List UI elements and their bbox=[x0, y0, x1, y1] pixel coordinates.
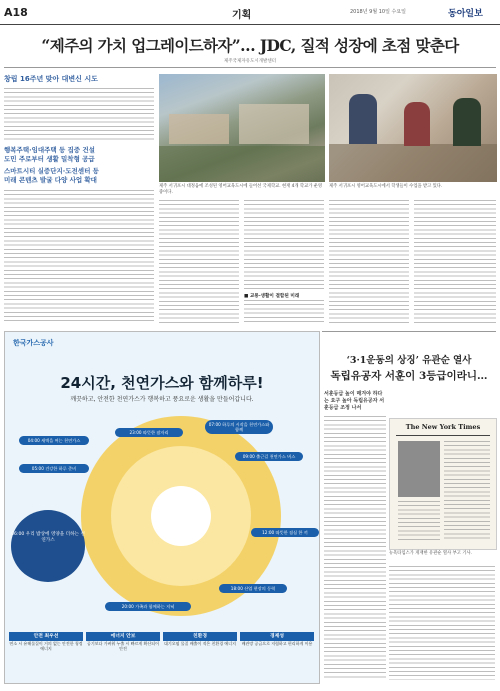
nyt-caption: 뉴욕타임스가 게재한 유관순 열사 부고 기사. bbox=[389, 551, 472, 556]
divider bbox=[322, 331, 496, 332]
right-body-text bbox=[329, 200, 409, 325]
wheel-center bbox=[151, 486, 211, 546]
footer-item-title: 안전 최우선 bbox=[9, 632, 83, 641]
right-lead: 서훈등급 높이 매겨야 하다는 요구 높아 독립유공자 서훈등급 조정 나서 bbox=[324, 391, 385, 411]
right-headline: 독립유공자 서훈이 3등급이라니… bbox=[330, 370, 488, 382]
section-title: 기획 bbox=[232, 10, 252, 21]
footer-item-text: 대기오염 물질 배출이 적은 친환경 에너지 bbox=[163, 641, 237, 646]
ad-subtitle: 깨끗하고, 안전한 천연가스가 행복하고 풍요로운 생활을 만들어갑니다. bbox=[70, 396, 254, 403]
mid-kicker-4: 미래 콘텐츠 발굴 다양 사업 확대 bbox=[4, 176, 97, 184]
left-circle-label bbox=[11, 510, 85, 582]
left-body-text-2 bbox=[4, 190, 154, 324]
nyt-masthead: The New York Times bbox=[405, 423, 481, 431]
footer-item-text: 연소 시 유해물질이 거의 없는 안전한 청정에너지 bbox=[9, 641, 83, 651]
left-circle-text: 06:00 우리 밥상에 영양을 더하는 천연가스 bbox=[11, 532, 85, 543]
wheel-label-2300: 23:00 따뜻한 잠자리 bbox=[115, 428, 183, 437]
aerial-campus-photo bbox=[159, 74, 325, 182]
person-shape bbox=[349, 94, 377, 144]
ad-title: 24시간, 천연가스와 함께하루! bbox=[60, 374, 264, 392]
photo1-caption: 제주 서귀포시 대정읍에 조성된 영어교육도시에 들어선 국제학교. 현재 4개 학교가 운영 중이다. bbox=[159, 184, 323, 195]
issue-date: 2018년 9월 10일 수요일 bbox=[350, 9, 407, 15]
mid-kicker-3: 스마트시티 실증단지·도전센터 등 bbox=[4, 167, 99, 175]
nyt-clipping-image bbox=[389, 418, 497, 550]
ad-logo: 한국가스공사 bbox=[13, 339, 54, 347]
footer-item-text: 배관망 공급으로 저렴하고 편리하게 이용 bbox=[241, 641, 313, 646]
portrait-photo bbox=[398, 441, 440, 497]
right-body-text-2 bbox=[414, 200, 496, 325]
footer-item bbox=[240, 632, 314, 646]
divider bbox=[396, 435, 490, 436]
mid-body-text-3 bbox=[244, 300, 324, 325]
left-label-0400: 04:00 새벽을 여는 천연가스 bbox=[19, 436, 89, 445]
footer-item bbox=[9, 632, 83, 651]
divider bbox=[4, 67, 496, 68]
person-shape bbox=[453, 98, 481, 146]
desk-shape bbox=[329, 144, 497, 182]
right-kicker: ‘3·1운동의 상징’ 유관순 열사 bbox=[346, 355, 472, 366]
building-shape bbox=[169, 114, 229, 144]
wheel-label-0900: 09:00 출근길 천연가스 버스 bbox=[235, 452, 303, 461]
left-label-0500: 05:00 건강한 하루 준비 bbox=[19, 464, 89, 473]
footer-item-title: 경제성 bbox=[240, 632, 314, 641]
photo2-caption: 제주 서귀포시 영어교육도시에서 학생들이 수업을 받고 있다. bbox=[329, 184, 443, 189]
left-kicker: 창립 16주년 맞아 대변신 시도 bbox=[4, 75, 98, 83]
wheel-label-1800: 18:00 산업 현장의 동력 bbox=[219, 584, 287, 593]
mid-kicker-2: 도민 주로부터 생활 밀착형 공급 bbox=[4, 155, 95, 163]
left-body-text bbox=[4, 88, 154, 140]
mid-body-text bbox=[159, 200, 239, 325]
wheel-label-0700: 07:00 하루의 시작을 천연가스와 함께 bbox=[205, 420, 273, 434]
right-body-text bbox=[324, 416, 386, 680]
footer-item bbox=[163, 632, 237, 646]
wheel-label-1200: 12:00 따뜻한 점심 한 끼 bbox=[251, 528, 319, 537]
mid-highlight: ■ 교통·생활이 결합된 미래 bbox=[244, 294, 300, 299]
person-shape bbox=[404, 102, 430, 146]
classroom-photo bbox=[329, 74, 497, 182]
footer-item-title: 친환경 bbox=[163, 632, 237, 641]
wheel-label-2000: 20:00 가족과 함께하는 저녁 bbox=[105, 602, 191, 611]
footer-item-title: 에너지 안보 bbox=[86, 632, 160, 641]
gas-corp-advertisement bbox=[4, 331, 320, 684]
main-headline: “제주의 가치 업그레이드하자”… JDC, 질적 성장에 초점 맞춘다 bbox=[41, 36, 459, 55]
main-subhead: 제주국제자유도시개발센터 bbox=[223, 59, 277, 64]
clipping-text bbox=[398, 501, 440, 541]
building-shape bbox=[239, 104, 309, 144]
clipping-text bbox=[444, 441, 490, 541]
newspaper-name: 동아일보 bbox=[448, 9, 483, 19]
mid-body-text-2 bbox=[244, 200, 324, 290]
footer-item bbox=[86, 632, 160, 651]
footer-item-text: 공기보다 가벼워 누출 시 빠르게 확산되어 안전 bbox=[86, 641, 160, 651]
ad-footer bbox=[9, 632, 315, 678]
field-shape bbox=[159, 146, 325, 182]
mid-kicker-1: 행복주택·임대주택 등 집중 건설 bbox=[4, 146, 95, 154]
right-body-text-2 bbox=[389, 566, 495, 680]
page-number: A18 bbox=[4, 6, 28, 19]
